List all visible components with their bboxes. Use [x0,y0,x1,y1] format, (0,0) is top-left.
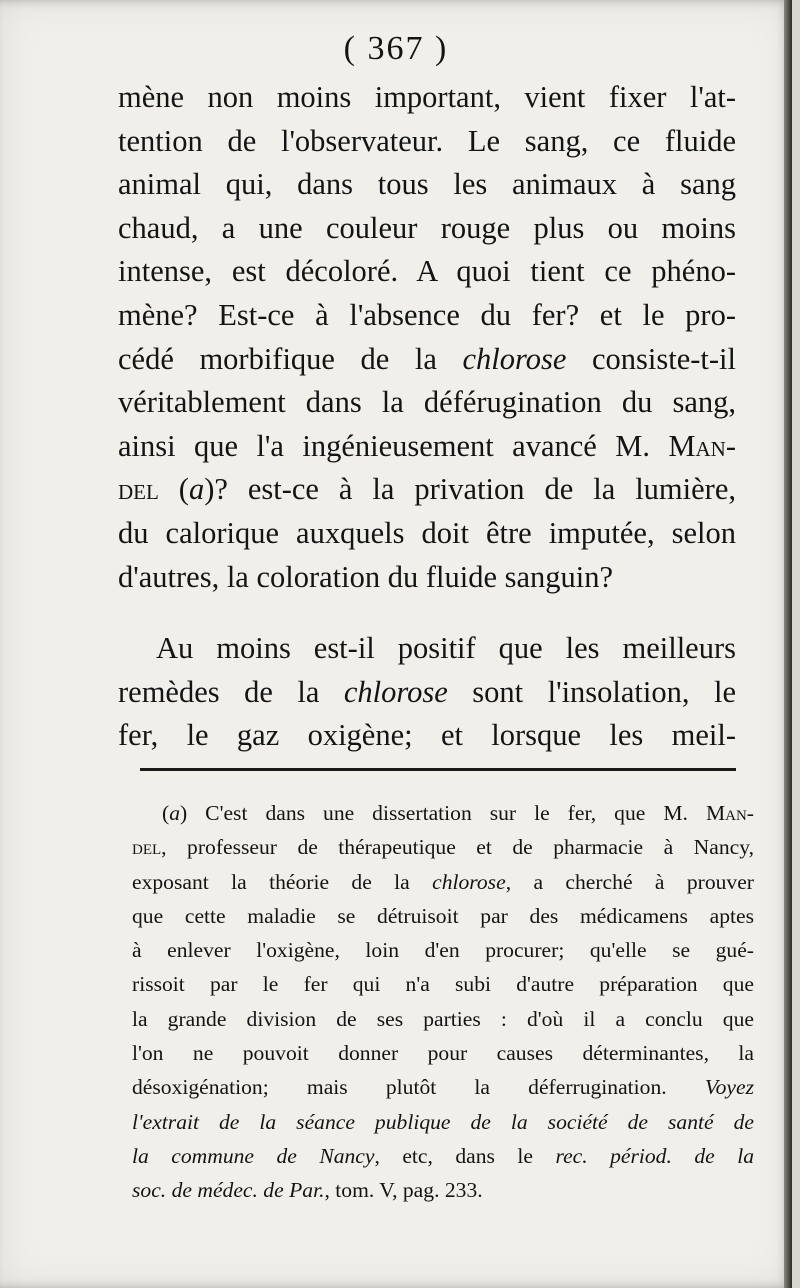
text-run: soc. de médec. de Par. [132,1178,325,1203]
text-run: rissoit par le fer qui n'a subi d'autre préparation que [132,972,754,997]
text-run: l'extrait de la séance publique de la société de santé de [132,1109,754,1134]
footnote-line [132,865,754,899]
text-run: la commune de Nancy [132,1143,375,1168]
text-run: désoxigénation; mais plutôt la déferrugination. [132,1075,705,1100]
page-number: ( 367 ) [343,30,449,67]
text-line [118,207,736,251]
footnote-line [132,1105,754,1139]
text-run: fer, le gaz oxigène; et lorsque les meil- [118,718,736,753]
text-run: a [188,472,205,507]
text-run: , professeur de thérapeutique et de pharmacie à Nancy, [161,835,754,860]
text-run: exposant la théorie de la [132,869,433,894]
text-run: Au moins est-il positif que les meilleurs [156,631,736,666]
text-run: d'autres, la coloration du fluide sanguin? [118,559,614,594]
text-run: ( [158,472,189,507]
text-run: chlorose [432,869,506,894]
paragraph-gap [118,599,736,627]
footnote [132,796,754,1208]
text-run: tention de l'observateur. Le sang, ce fluide [118,123,736,158]
text-line [118,250,736,294]
footnote-line [132,796,754,830]
text-run: à enlever l'oxigène, loin d'en procurer; qu'elle se gué- [132,938,754,963]
footnote-line [132,933,754,967]
footnote-line [132,899,754,933]
text-run: Man- [705,801,754,825]
text-run: intense, est décoloré. A quoi tient ce phéno- [118,254,736,289]
text-run: ainsi que l'a ingénieusement avancé M. [118,428,669,463]
text-run: , a cherché à prouver [505,869,754,894]
text-run: ) C'est dans une dissertation sur le fer, que M. [180,801,706,825]
text-run: remèdes de la [118,674,344,709]
paragraph [118,76,736,599]
text-run: del [118,472,159,507]
text-line [118,425,736,469]
text-run: que cette maladie se détruisoit par des médicamens aptes [132,903,754,928]
page-edge-shadow [784,0,792,1288]
text-run [672,1144,694,1168]
paragraph [118,627,736,758]
text-run: mène? Est-ce à l'absence du fer? et le pro- [118,297,736,332]
text-line [118,627,736,671]
text-run: , etc, dans le [374,1143,556,1168]
footnote-line [132,1070,754,1104]
text-run: chlorose [343,674,448,709]
text-line [118,294,736,338]
text-run: consiste-t-il [566,341,736,376]
footnote-line [132,1173,754,1207]
text-line [118,468,736,512]
text-run: mène non moins important, vient fixer l'at- [118,80,736,114]
text-run: cédé morbifique de la [118,341,463,376]
text-run: chaud, a une couleur rouge plus ou moins [118,210,736,245]
footnote-line [132,1036,754,1070]
main-text [118,76,736,758]
text-run: chlorose [462,341,567,376]
text-run: Man- [668,428,736,463]
text-line [118,714,736,758]
footnote-separator-rule [140,768,736,771]
text-line [118,338,736,382]
text-run: animal qui, dans tous les animaux à sang [118,167,736,202]
text-run: , tom. V, pag. 233. [324,1178,483,1203]
text-run: la grande division de ses parties : d'où il a conclu que [132,1006,754,1031]
text-run: )? est-ce à la privation de la lumière, [204,472,736,507]
text-run: ( [162,801,170,825]
text-line [118,120,736,164]
text-run: rec. périod. [555,1143,672,1168]
text-line [118,76,736,120]
text-line [118,381,736,425]
text-run: Voyez [704,1075,754,1100]
text-run: du calorique auxquels doit être imputée, selon [118,515,736,550]
text-run: de la [694,1143,754,1168]
text-run: véritablement dans la déférugination du sang, [118,385,736,420]
text-line [118,671,736,715]
footnote-line [132,1139,754,1173]
text-run: l'on ne pouvoit donner pour causes déterminantes, la [132,1041,754,1066]
text-run: del [132,835,162,860]
footnote-line [132,1002,754,1036]
text-run: sont l'insolation, le [447,674,736,709]
footnote-line [132,830,754,864]
text-run: a [169,801,180,825]
text-line [118,556,736,600]
footnote-line [132,967,754,1001]
text-line [118,512,736,556]
text-line [118,163,736,207]
